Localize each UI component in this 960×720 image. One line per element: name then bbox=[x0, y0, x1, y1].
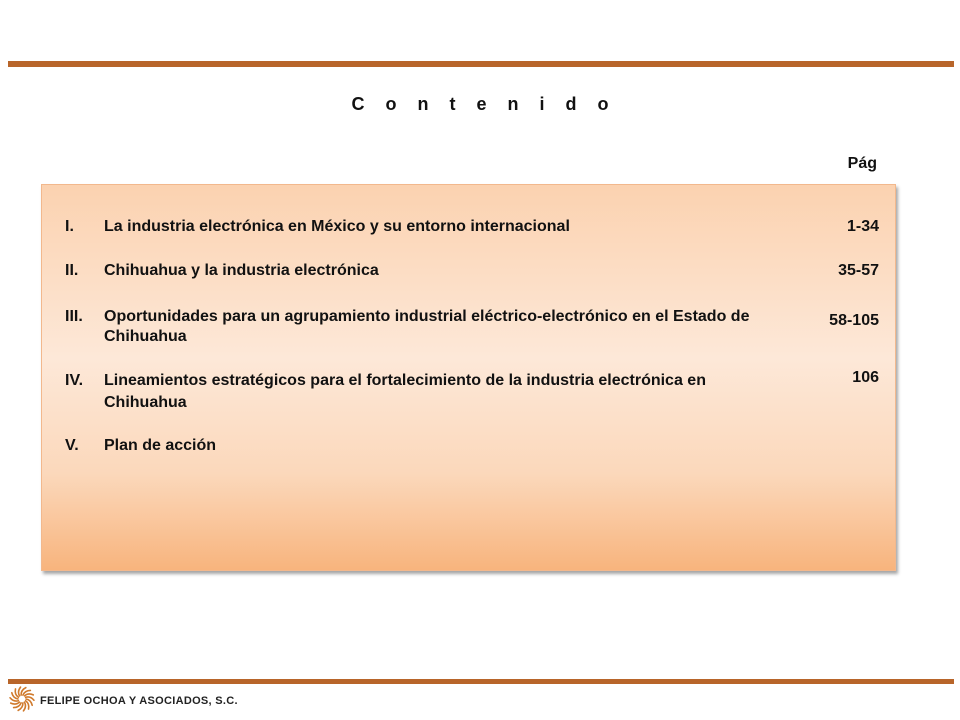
toc-entry-page: 58-105 bbox=[829, 312, 879, 329]
toc-entry-title: Plan de acción bbox=[104, 437, 217, 454]
toc-entry-number: IV. bbox=[65, 372, 84, 389]
toc-entry-number: III. bbox=[65, 308, 83, 325]
bottom-divider bbox=[8, 679, 954, 684]
table-of-contents bbox=[41, 184, 896, 571]
sunburst-logo-icon bbox=[9, 686, 35, 712]
toc-entry-title: Oportunidades para un agrupamiento industrial eléctrico-electrónico en el Estado de Chihuahua bbox=[104, 308, 750, 345]
company-name: FELIPE OCHOA Y ASOCIADOS, S.C. bbox=[40, 695, 238, 707]
page-column-header: Pág bbox=[847, 155, 877, 172]
toc-entry-title: Lineamientos estratégicos para el fortalecimiento de la industria electrónica en Chihuahua bbox=[104, 372, 706, 411]
toc-entry-page: 35-57 bbox=[838, 262, 879, 279]
toc-entry-page: 1-34 bbox=[846, 218, 879, 235]
toc-entry-number: I. bbox=[65, 218, 74, 235]
top-divider bbox=[8, 61, 954, 67]
toc-entry-page: 106 bbox=[852, 369, 879, 386]
toc-entry-title: Chihuahua y la industria electrónica bbox=[104, 262, 379, 279]
toc-entry-number: V. bbox=[65, 437, 79, 454]
toc-entry-number: II. bbox=[65, 262, 79, 279]
toc-entry-title: La industria electrónica en México y su entorno internacional bbox=[104, 218, 570, 235]
page-title: C o n t e n i d o bbox=[351, 94, 617, 114]
